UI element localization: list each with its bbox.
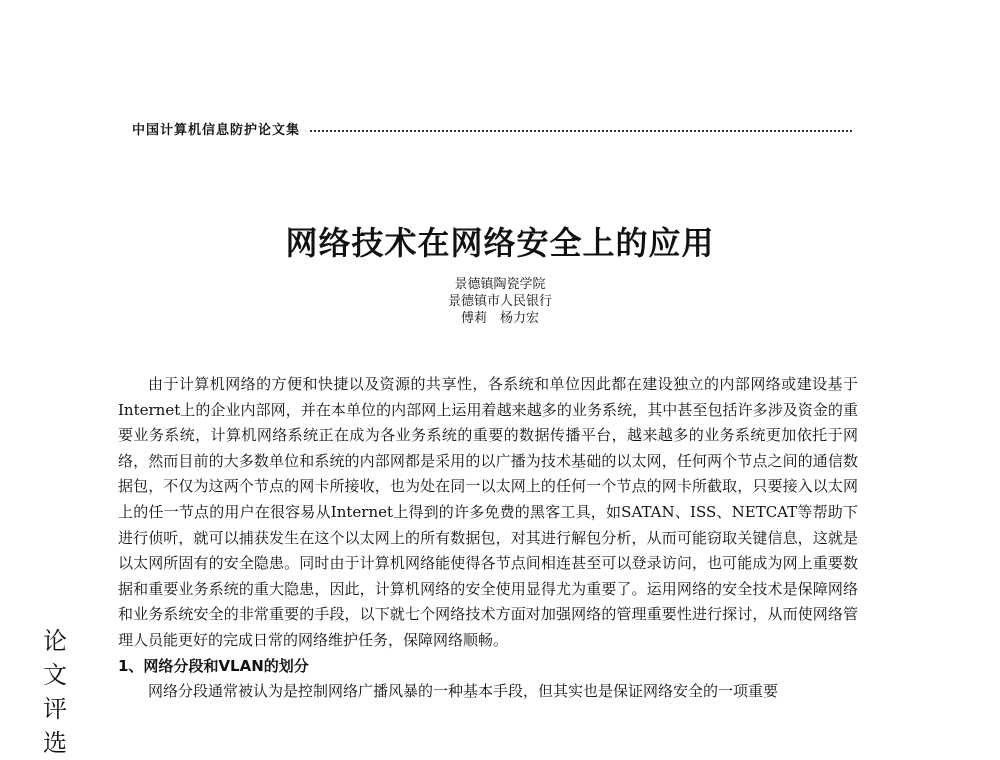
dotted-leader [310,130,852,132]
side-label-char: 评 [43,695,67,723]
side-label-char: 论 [43,627,67,655]
affiliation: 景德镇陶瓷学院 [454,277,546,292]
side-label-char: 文 [43,661,67,689]
side-label-char: 选 [43,729,67,757]
section-paragraph: 网络分段通常被认为是控制网络广播风暴的一种基本手段，但其实也是保证网络安全的一项重要 [148,682,779,701]
running-header [132,118,852,138]
intro-paragraph: 由于计算机网络的方便和快捷以及资源的共享性，各系统和单位因此都在建设独立的内部网络或建设基于Internet上的企业内部网，并在本单位的内部网上运用着越来越多的业务系统，其中甚至包括许多涉及资金的重要业务系统，计算机网络系统正在成为各业务系统的重要的数据传播平台，越来越多的业务系统更加依托于网络，然而目前的大多数单位和系统的内部网都是采用的以广播为技术基础的以太网，任何两个节点之间的通信数据包，不仅为这两个节点的网卡所接收，也为处在同一以太网上的任何一个节点的网卡所截取，只要接入以太网上的任一节点的用户在很容易从Internet上得到的许多免费的黑客工具，如SATAN、ISS、NETCAT等帮助下进行侦听，就可以捕获发生在这个以太网上的所有数据包，对其进行解包分析，从而可能窃取关键信息，这就是以太网所固有的安全隐患。同时由于计算机网络能使得各节点间相连甚至可以登录访问，也可能成为网上重要数据和重要业务系统的重大隐患，因此，计算机网络的安全使用显得尤为重要了。运用网络的安全技术是保障网络和业务系统安全的非常重要的手段，以下就七个网络技术方面对加强网络的管理重要性进行探讨，从而使网络管理人员能更好的完成日常的网络维护任务，保障网络顺畅。 [118,375,858,649]
article-title: 网络技术在网络安全上的应用 [285,224,715,262]
section-heading: 1、网络分段和VLAN的划分 [118,656,309,675]
article-body [118,372,858,705]
author-names: 傅莉 杨力宏 [460,311,539,326]
side-label [40,624,70,760]
author-block [0,276,1000,327]
affiliation: 景德镇市人民银行 [447,294,552,309]
series-title: 中国计算机信息防护论文集 [132,122,301,138]
